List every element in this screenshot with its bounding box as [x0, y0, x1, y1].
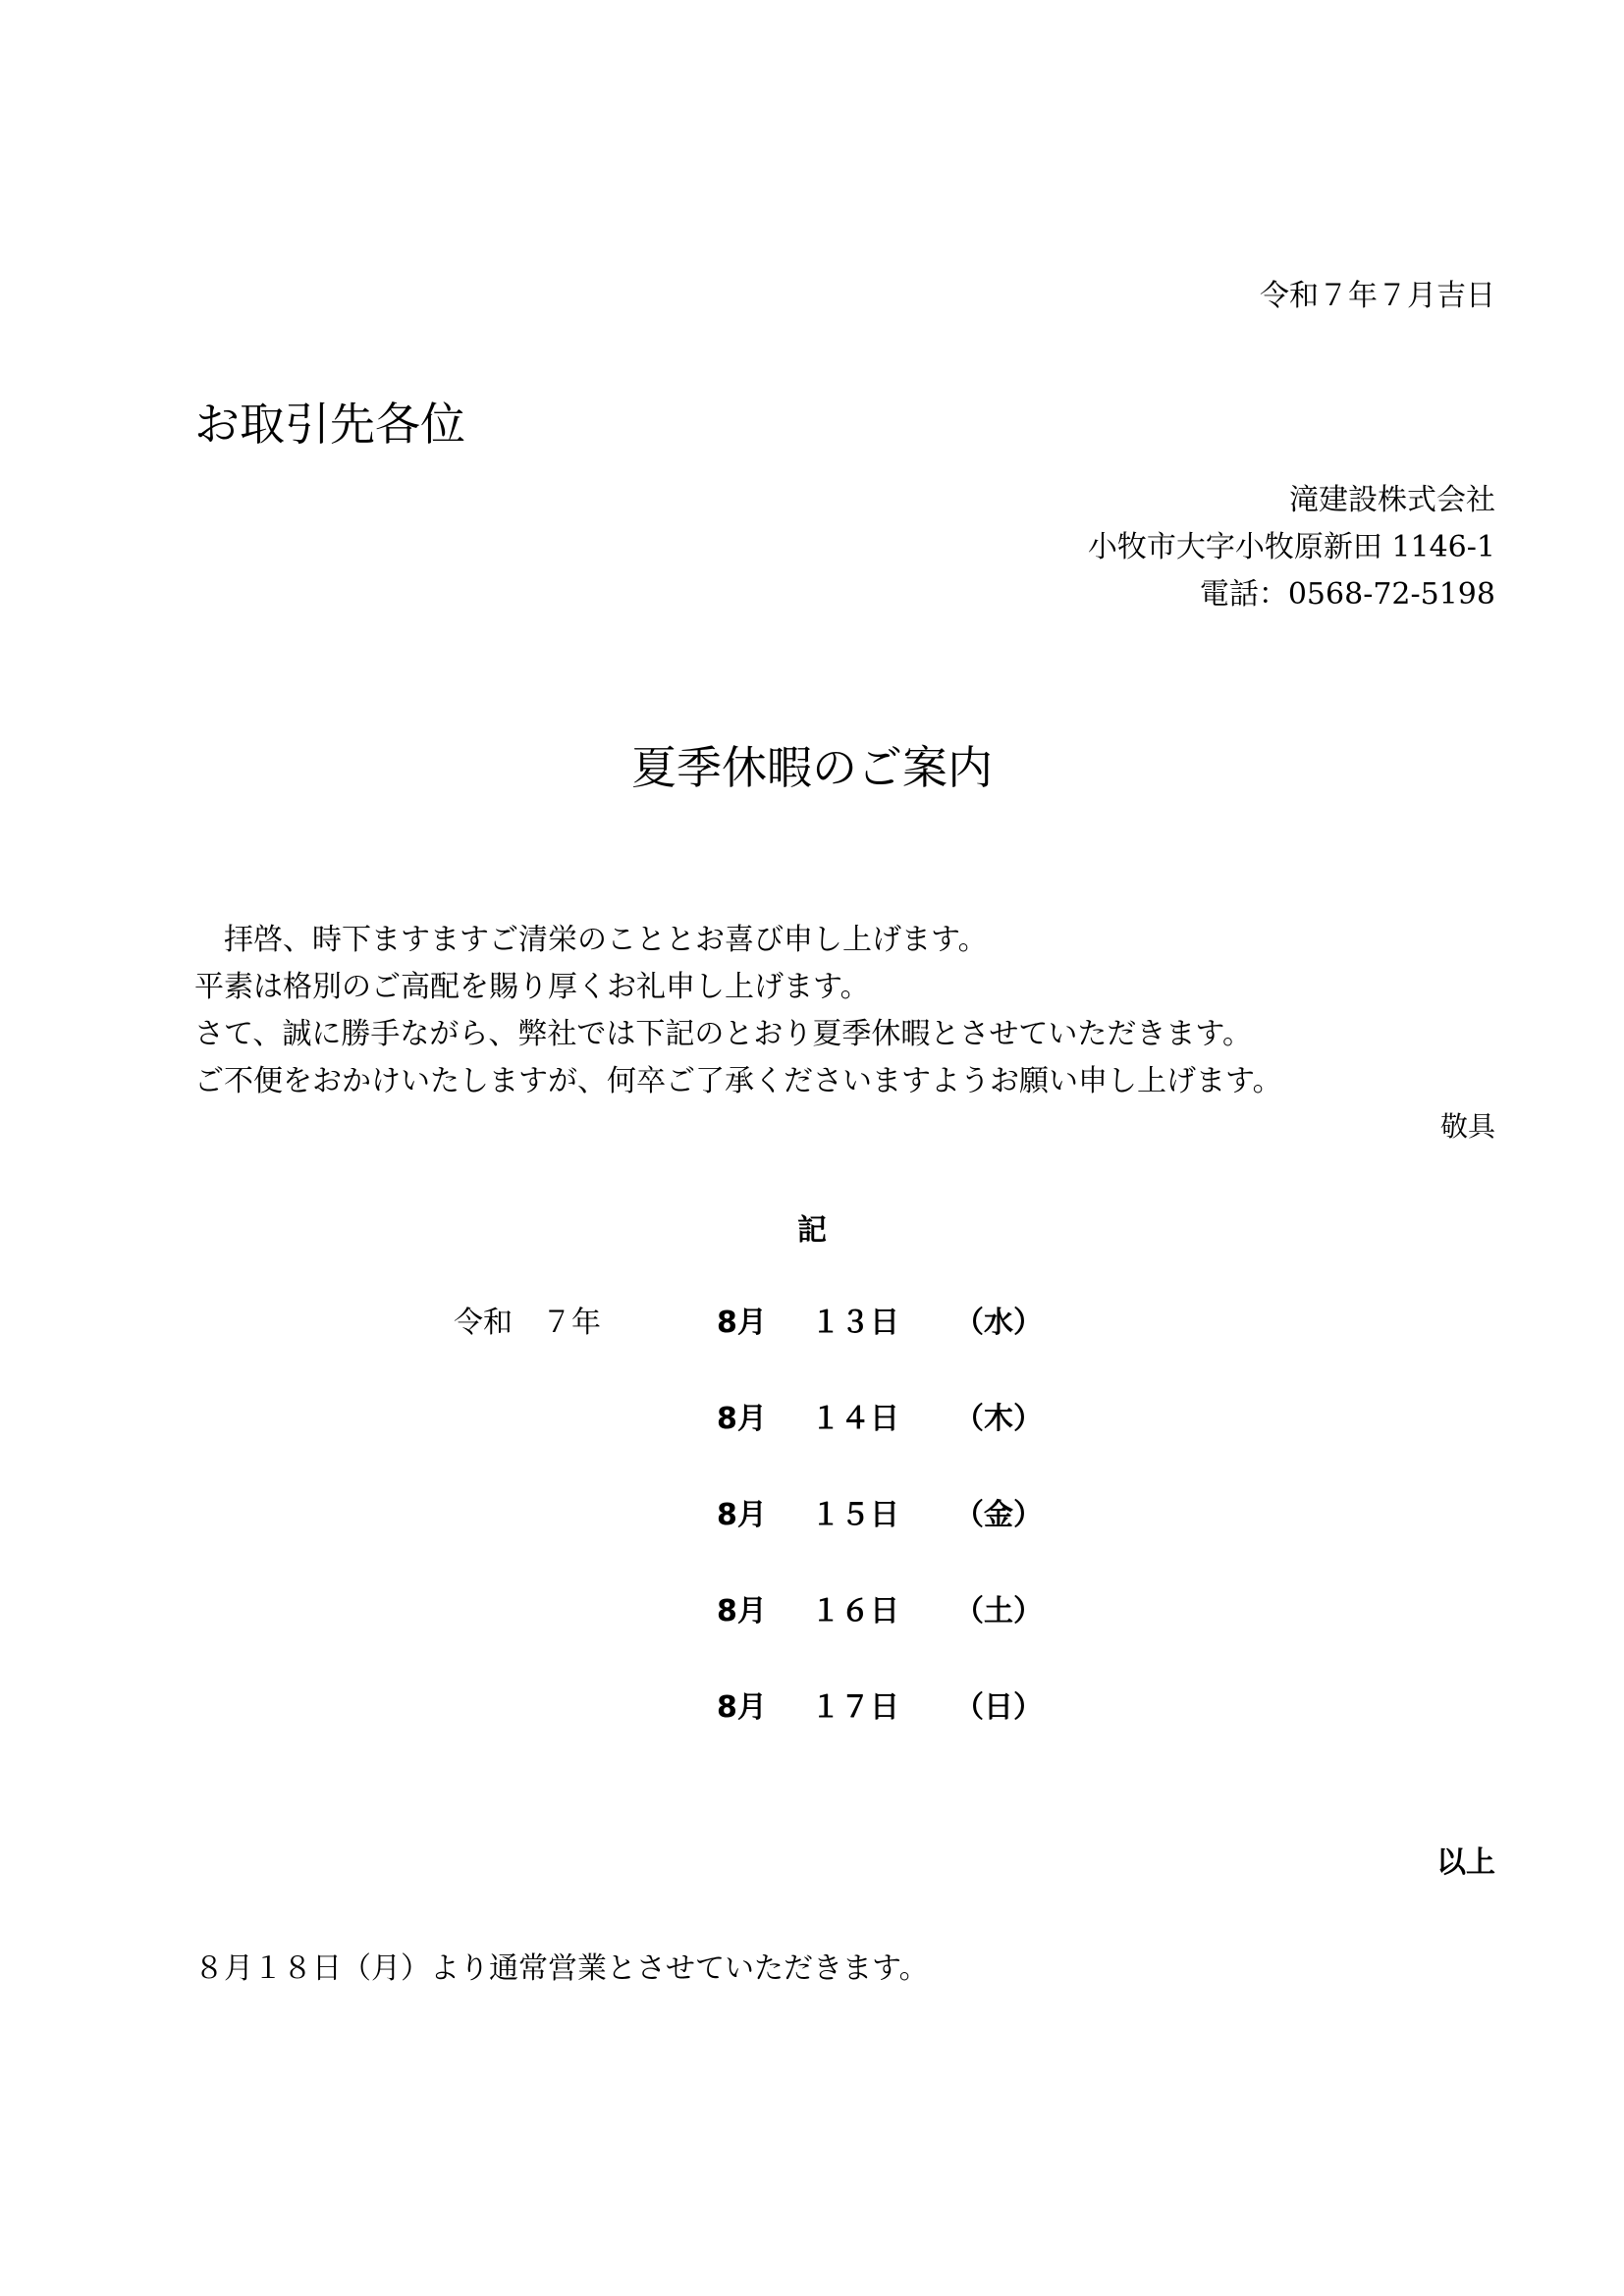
resume-business-note: ８月１８日（月）より通常営業とさせていただきます。 — [194, 1951, 929, 1986]
sender-address: 小牧市大字小牧原新田 1146-1 — [1087, 530, 1495, 564]
sender-company: 滝建設株式会社 — [1289, 483, 1495, 517]
details-heading: 記 — [797, 1213, 827, 1248]
body-line-greeting: 拝啓、時下ますますご清栄のこととお喜び申し上げます。 — [194, 923, 988, 957]
holiday-month: 8月 — [717, 1306, 767, 1340]
holiday-month: 8月 — [717, 1690, 767, 1725]
holiday-month: 8月 — [717, 1594, 767, 1629]
holiday-day: １６日 — [811, 1594, 899, 1629]
end-mark: 以上 — [1436, 1845, 1495, 1880]
body-line-thanks: 平素は格別のご高配を賜り厚くお礼申し上げます。 — [194, 970, 870, 1004]
sender-phone: 電話：0568-72-5198 — [1199, 577, 1495, 612]
holiday-day: １３日 — [811, 1306, 899, 1340]
holiday-weekday: （木） — [954, 1402, 1043, 1436]
holiday-day: １７日 — [811, 1690, 899, 1725]
holiday-weekday: （水） — [954, 1306, 1043, 1340]
recipient-heading: お取引先各位 — [194, 398, 465, 451]
holiday-weekday: （金） — [954, 1498, 1043, 1532]
holiday-month: 8月 — [717, 1402, 767, 1436]
holiday-month: 8月 — [717, 1498, 767, 1532]
holiday-day: １４日 — [811, 1402, 899, 1436]
holiday-weekday: （土） — [954, 1594, 1043, 1629]
body-line-apology: ご不便をおかけいたしますが、何卒ご了承くださいますようお願い申し上げます。 — [194, 1064, 1282, 1098]
closing-keigu: 敬具 — [1439, 1110, 1495, 1143]
document-title: 夏季休暇のご案内 — [631, 741, 993, 794]
holiday-day: １５日 — [811, 1498, 899, 1532]
holiday-weekday: （日） — [954, 1690, 1043, 1725]
era-year: 令和 ７年 — [454, 1306, 601, 1340]
body-line-announcement: さて、誠に勝手ながら、弊社では下記のとおり夏季休暇とさせていただきます。 — [194, 1017, 1252, 1051]
document-date: 令和７年７月吉日 — [1260, 279, 1495, 313]
